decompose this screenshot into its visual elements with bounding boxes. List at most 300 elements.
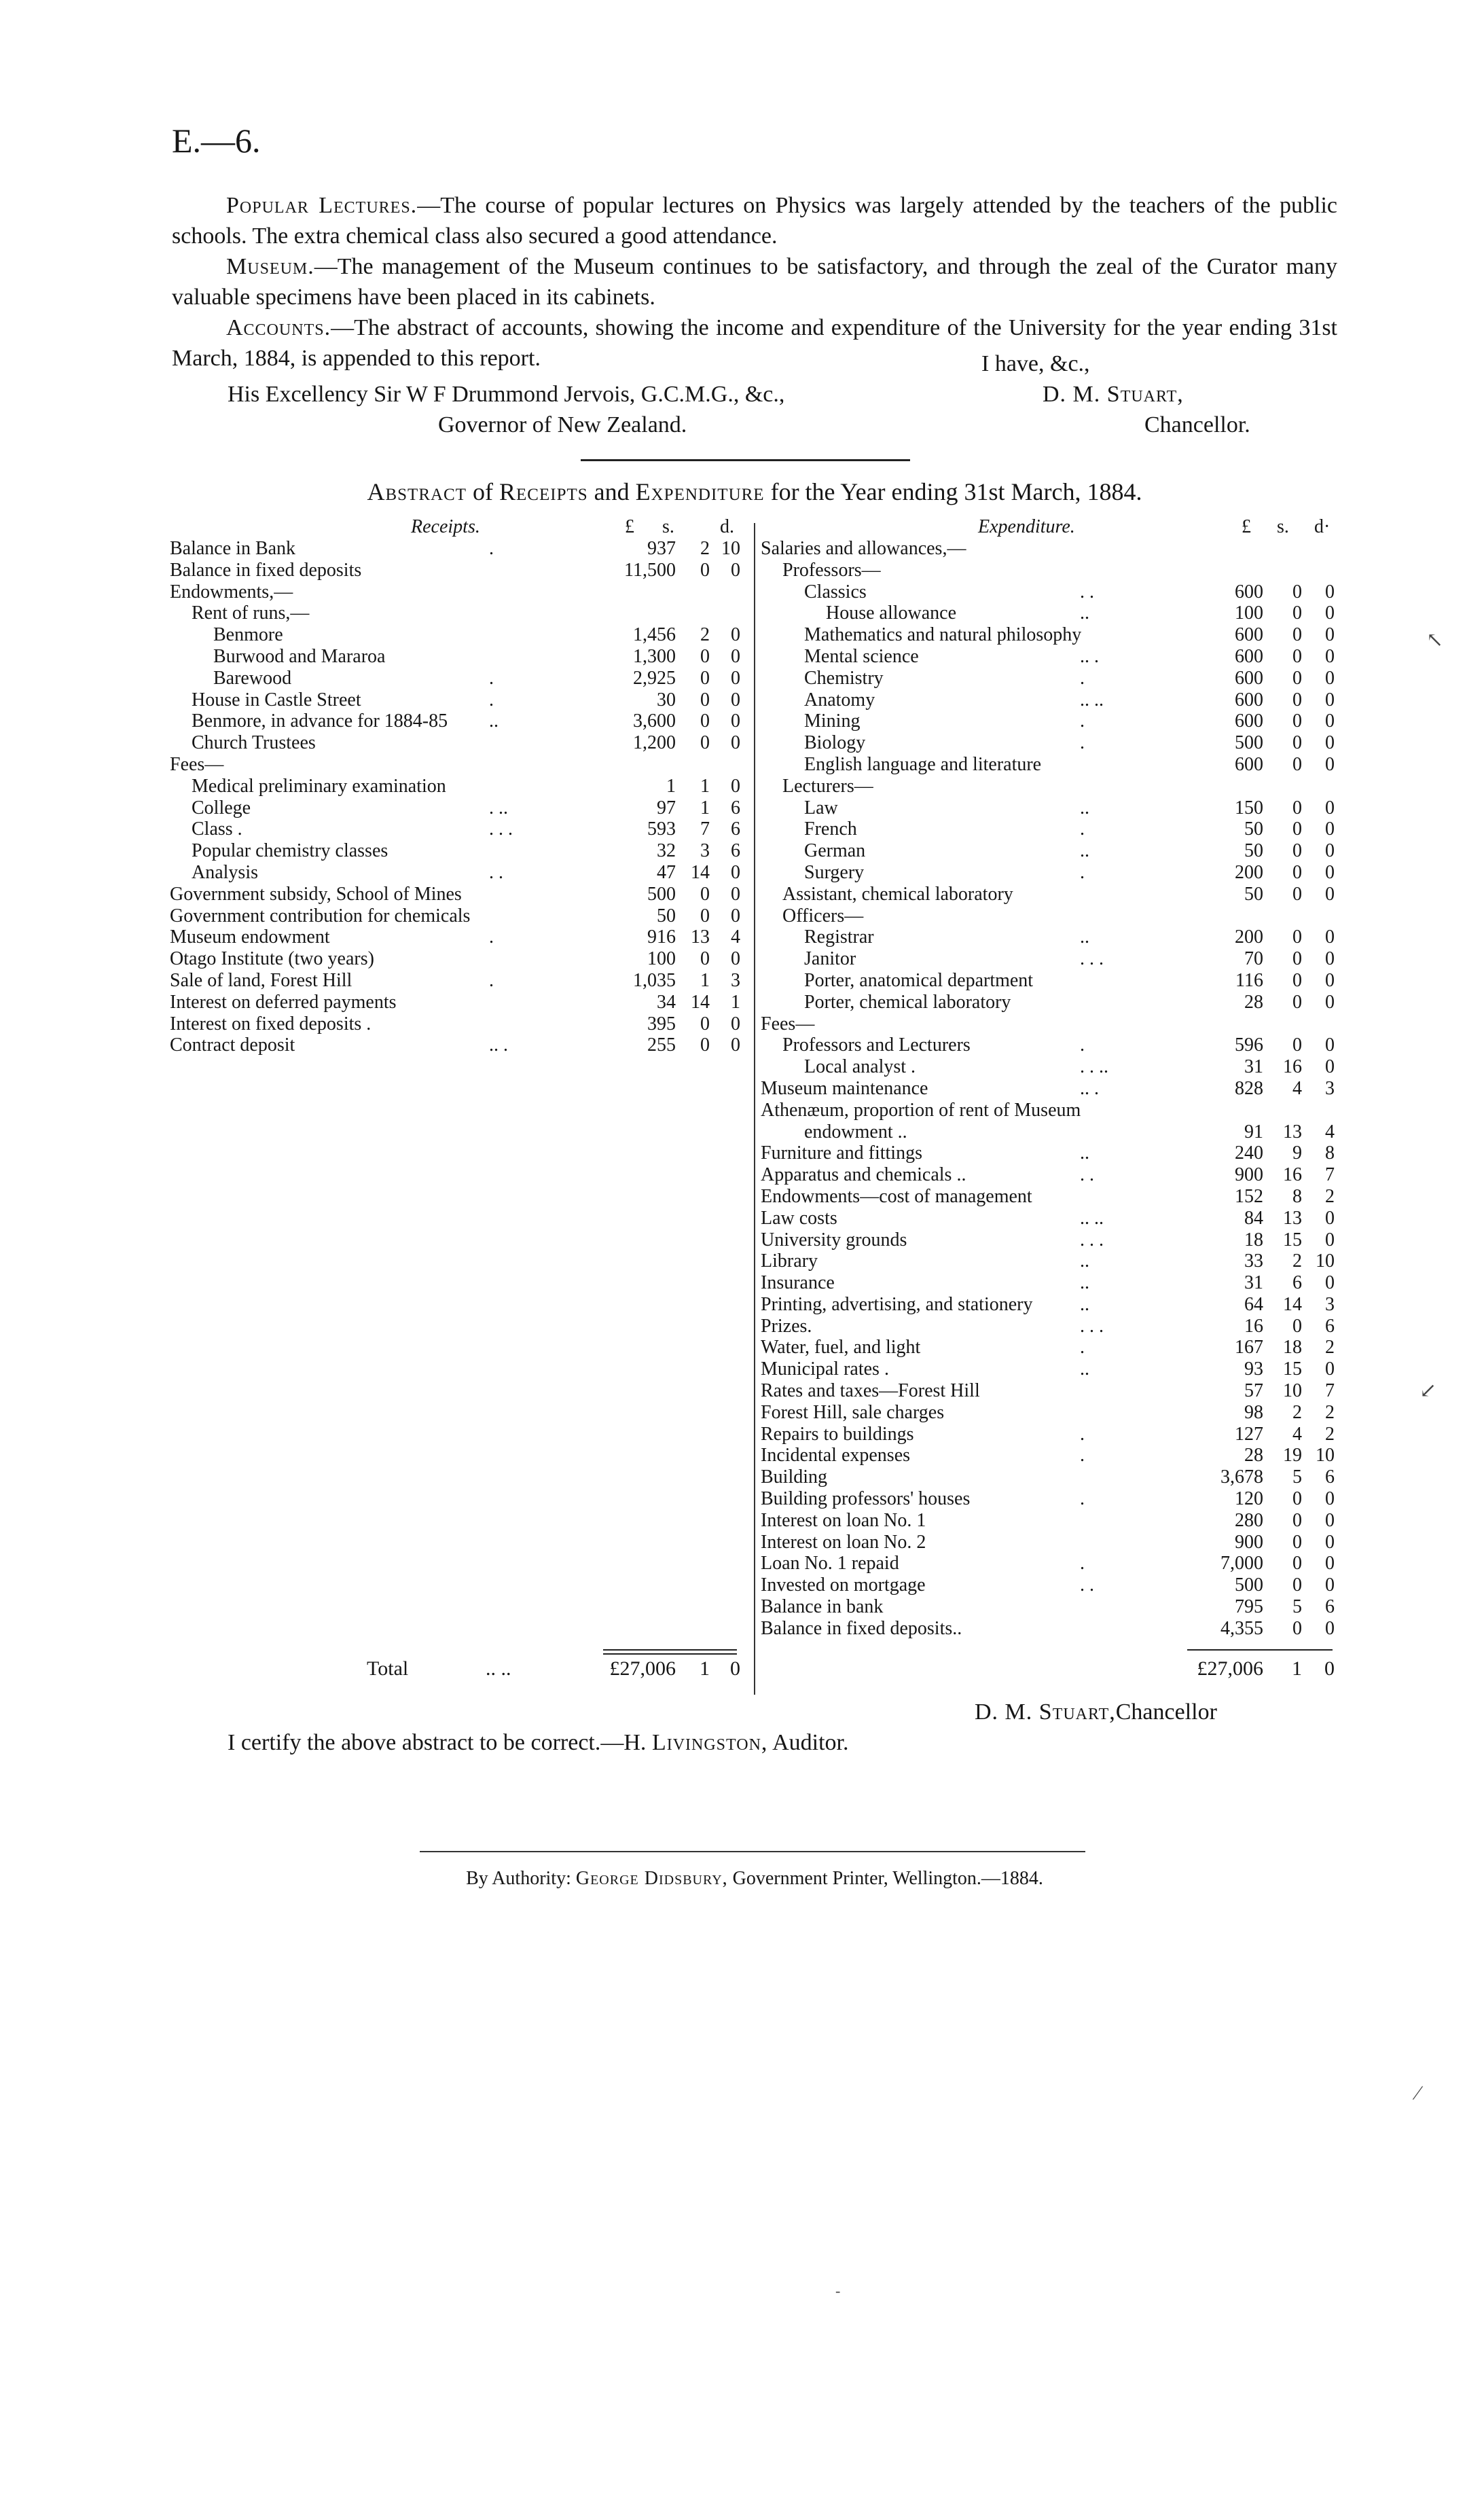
ledger-item-label: Rent of runs,— xyxy=(192,602,310,624)
ledger-pence: 0 xyxy=(1325,667,1335,689)
ledger-row xyxy=(170,732,740,754)
ledger-shillings: 8 xyxy=(1292,1185,1302,1207)
ledger-row xyxy=(170,538,740,560)
ledger-row xyxy=(761,1186,1335,1208)
ledger-pence: 0 xyxy=(731,905,740,926)
ledger-item-label: Museum endowment xyxy=(170,926,330,948)
ledger-pounds: 937 xyxy=(647,538,676,559)
ledger-shillings: 0 xyxy=(1292,602,1302,624)
ledger-item-label: Printing, advertising, and stationery xyxy=(761,1293,1033,1315)
ledger-pounds: 33 xyxy=(1244,1250,1263,1272)
ledger-pounds: 100 xyxy=(647,948,676,970)
ledger-pounds: 596 xyxy=(1235,1034,1263,1056)
ledger-row xyxy=(761,754,1335,776)
ledger-pence: 0 xyxy=(1325,948,1335,970)
ledger-row xyxy=(170,668,740,689)
ledger-pounds: 916 xyxy=(647,926,676,948)
leader-dots: .. xyxy=(1080,1358,1089,1380)
ledger-shillings: 0 xyxy=(1292,645,1302,667)
ledger-pounds: 795 xyxy=(1235,1596,1263,1618)
ledger-shillings: 0 xyxy=(1292,1617,1302,1639)
ledger-pence: 0 xyxy=(731,689,740,710)
ledger-item-label: English language and literature xyxy=(804,753,1042,775)
ledger-pounds: 1,456 xyxy=(633,624,676,646)
ledger-shillings: 0 xyxy=(1292,948,1302,970)
ledger-shillings: 5 xyxy=(1292,1596,1302,1618)
ledger-pence: 0 xyxy=(1325,840,1335,862)
ledger-shillings: 0 xyxy=(700,645,710,667)
ledger-pounds: 31 xyxy=(1244,1056,1263,1078)
ledger-shillings: 2 xyxy=(700,538,710,559)
ledger-item-label: Law costs xyxy=(761,1207,837,1229)
ledger-pounds: 57 xyxy=(1244,1380,1263,1402)
ledger-item-label: Building professors' houses xyxy=(761,1488,971,1510)
ledger-pence: 3 xyxy=(731,969,740,991)
ledger-pence: 1 xyxy=(731,991,740,1013)
ledger-shillings: 0 xyxy=(700,1013,710,1034)
section-divider xyxy=(581,459,910,461)
ledger-item-label: Local analyst . xyxy=(804,1056,916,1078)
ledger-item-label: Assistant, chemical laboratory xyxy=(782,883,1013,905)
ledger-row xyxy=(170,776,740,797)
scan-mark: ↖ xyxy=(1426,629,1444,651)
leader-dots: . xyxy=(1080,818,1085,840)
ledger-item-label: University grounds xyxy=(761,1229,907,1250)
ledger-pence: 0 xyxy=(731,1034,740,1056)
expenditure-total-shillings: 1 xyxy=(1292,1657,1302,1680)
ledger-shillings: 4 xyxy=(1292,1077,1302,1099)
ledger-row xyxy=(761,1034,1335,1056)
ledger-pence: 0 xyxy=(731,861,740,883)
ledger-row xyxy=(761,710,1335,732)
ledger-pounds: 50 xyxy=(657,905,676,926)
ledger-pence: 0 xyxy=(1325,753,1335,775)
ledger-item-label: Law xyxy=(804,797,838,818)
leader-dots: . xyxy=(1080,1337,1085,1358)
ledger-pence: 0 xyxy=(1325,1531,1335,1553)
ledger-pounds: 50 xyxy=(1244,818,1263,840)
ledger-item-label: Library xyxy=(761,1250,818,1272)
ledger-pence: 0 xyxy=(1325,1034,1335,1056)
ledger-item-label: Rates and taxes—Forest Hill xyxy=(761,1380,980,1402)
ledger-pence: 0 xyxy=(1325,732,1335,754)
expenditure-ledger xyxy=(761,538,1335,1640)
leader-dots: . xyxy=(1080,1034,1085,1056)
ledger-pounds: 600 xyxy=(1235,753,1263,775)
ledger-row xyxy=(761,1445,1335,1466)
page-identifier: E.—6. xyxy=(172,122,261,160)
ledger-pounds: 1,300 xyxy=(633,645,676,667)
ledger-row xyxy=(170,948,740,970)
abstract-title: Abstract of Receipts and Expenditure for the Year ending 31st March, 1884. xyxy=(367,478,1142,505)
ledger-row xyxy=(170,710,740,732)
ledger-row xyxy=(761,668,1335,689)
ledger-pence: 0 xyxy=(1325,581,1335,602)
ledger-row xyxy=(761,1100,1335,1121)
paragraph-heading: Accounts. xyxy=(226,315,331,340)
ledger-shillings: 2 xyxy=(700,624,710,646)
ledger-shillings: 3 xyxy=(700,840,710,862)
ledger-row xyxy=(170,862,740,884)
ledger-row xyxy=(761,948,1335,970)
ledger-shillings: 14 xyxy=(1283,1293,1302,1315)
receipts-total-rule-bottom xyxy=(603,1653,737,1655)
ledger-shillings: 2 xyxy=(1292,1401,1302,1423)
addressee: His Excellency Sir W F Drummond Jervois, G.C.M.G., &c., xyxy=(228,382,785,407)
ledger-row xyxy=(761,797,1335,819)
ledger-pence: 0 xyxy=(1325,991,1335,1013)
receipts-total-pence: 0 xyxy=(730,1657,740,1680)
ledger-pounds: 2,925 xyxy=(633,667,676,689)
ledger-row xyxy=(761,1466,1335,1488)
ledger-item-label: Analysis xyxy=(192,861,258,883)
expenditure-pence-heading: d· xyxy=(1314,516,1331,537)
ledger-row xyxy=(761,818,1335,840)
ledger-row xyxy=(761,992,1335,1013)
leader-dots: . xyxy=(1080,1423,1085,1445)
ledger-item-label: Benmore xyxy=(213,624,283,646)
ledger-pence: 0 xyxy=(731,775,740,797)
ledger-pence: 6 xyxy=(731,797,740,818)
ledger-shillings: 0 xyxy=(1292,667,1302,689)
ledger-shillings: 0 xyxy=(700,689,710,710)
ledger-row xyxy=(761,1294,1335,1316)
ledger-item-label: Sale of land, Forest Hill xyxy=(170,969,352,991)
ledger-item-label: Apparatus and chemicals .. xyxy=(761,1164,966,1186)
ledger-row xyxy=(170,970,740,992)
ledger-pence: 0 xyxy=(1325,797,1335,818)
ledger-item-label: Lecturers— xyxy=(782,775,873,797)
ledger-shillings: 0 xyxy=(1292,710,1302,732)
ledger-shillings: 0 xyxy=(1292,883,1302,905)
ledger-item-label: Incidental expenses xyxy=(761,1445,911,1466)
ledger-item-label: Burwood and Mararoa xyxy=(213,645,386,667)
ledger-item-label: Janitor xyxy=(804,948,856,970)
leader-dots: .. xyxy=(1080,797,1089,818)
leader-dots: . . . xyxy=(1080,1229,1104,1250)
ledger-item-label: Fees— xyxy=(170,753,224,775)
ledger-shillings: 0 xyxy=(1292,991,1302,1013)
ledger-pounds: 167 xyxy=(1235,1337,1263,1358)
ledger-row xyxy=(761,1164,1335,1186)
ledger-pence: 0 xyxy=(1325,1574,1335,1596)
ledger-item-label: Otago Institute (two years) xyxy=(170,948,374,970)
ledger-pounds: 127 xyxy=(1235,1423,1263,1445)
ledger-pounds: 255 xyxy=(647,1034,676,1056)
ledger-pounds: 47 xyxy=(657,861,676,883)
ledger-row xyxy=(761,1229,1335,1251)
ledger-shillings: 0 xyxy=(1292,1509,1302,1531)
ledger-pounds: 150 xyxy=(1235,797,1263,818)
ledger-shillings: 0 xyxy=(700,948,710,970)
leader-dots: . . . xyxy=(1080,948,1104,970)
ledger-pence: 8 xyxy=(1325,1142,1335,1164)
ledger-item-label: Interest on loan No. 2 xyxy=(761,1531,926,1553)
ledger-shillings: 0 xyxy=(700,883,710,905)
ledger-item-label: Building xyxy=(761,1466,828,1488)
ledger-item-label: Prizes. xyxy=(761,1315,812,1337)
ledger-item-label: Salaries and allowances,— xyxy=(761,538,966,559)
ledger-pounds: 600 xyxy=(1235,624,1263,646)
ledger-row xyxy=(761,776,1335,797)
signer-name: D. M. Stuart, xyxy=(1043,382,1184,407)
ledger-row xyxy=(761,1488,1335,1510)
receipts-total-shillings: 1 xyxy=(700,1657,710,1680)
leader-dots: . . xyxy=(1080,581,1094,602)
ledger-row xyxy=(761,970,1335,992)
ledger-pence: 0 xyxy=(1325,624,1335,646)
ledger-item-label: Endowments,— xyxy=(170,581,293,602)
leader-dots: . . xyxy=(1080,1164,1094,1186)
ledger-item-label: Furniture and fittings xyxy=(761,1142,922,1164)
ledger-item-label: Medical preliminary examination xyxy=(192,775,446,797)
ledger-pounds: 116 xyxy=(1235,969,1263,991)
ledger-pence: 6 xyxy=(1325,1596,1335,1618)
ledger-item-label: Barewood xyxy=(213,667,292,689)
receipts-total-pounds: £27,006 xyxy=(609,1657,676,1680)
expenditure-shilling-heading: s. xyxy=(1277,516,1289,537)
ledger-row xyxy=(761,1424,1335,1445)
leader-dots: . . . xyxy=(489,818,513,840)
column-divider xyxy=(754,523,755,1695)
ledger-item-label: Repairs to buildings xyxy=(761,1423,914,1445)
ledger-pence: 0 xyxy=(1325,645,1335,667)
leader-dots: . .. xyxy=(489,797,508,818)
ledger-row xyxy=(761,926,1335,948)
ledger-pence: 10 xyxy=(721,538,740,559)
ledger-pence: 0 xyxy=(731,710,740,732)
signer-title: Chancellor. xyxy=(1144,412,1250,437)
ledger-pence: 0 xyxy=(1325,926,1335,948)
ledger-item-label: Municipal rates . xyxy=(761,1358,889,1380)
ledger-row xyxy=(761,1142,1335,1164)
ledger-pence: 0 xyxy=(1325,1488,1335,1510)
ledger-row xyxy=(761,1574,1335,1596)
ledger-shillings: 13 xyxy=(1283,1121,1302,1142)
ledger-shillings: 0 xyxy=(1292,581,1302,602)
ledger-pence: 0 xyxy=(1325,861,1335,883)
ledger-row xyxy=(170,1034,740,1056)
paragraph-text: —The management of the Museum continues to be satisfactory, and through the zeal of the Curator many valuable specimens have been placed in its cabinets. xyxy=(172,254,1337,310)
ledger-shillings: 1 xyxy=(700,797,710,818)
ledger-row xyxy=(170,581,740,603)
ledger-row xyxy=(761,1337,1335,1358)
ledger-row xyxy=(761,1402,1335,1424)
total-label: Total xyxy=(367,1657,409,1680)
ledger-pence: 4 xyxy=(1325,1121,1335,1142)
ledger-row xyxy=(761,1272,1335,1294)
scan-mark: - xyxy=(835,2282,841,2299)
ledger-pence: 2 xyxy=(1325,1401,1335,1423)
ledger-shillings: 18 xyxy=(1283,1337,1302,1358)
ledger-shillings: 0 xyxy=(700,667,710,689)
ledger-item-label: Museum maintenance xyxy=(761,1077,928,1099)
ledger-item-label: Invested on mortgage xyxy=(761,1574,926,1596)
receipts-pence-heading: d. xyxy=(720,516,734,537)
paragraph-museum xyxy=(172,251,1337,312)
ledger-shillings: 10 xyxy=(1283,1380,1302,1402)
ledger-row xyxy=(761,840,1335,862)
ledger-shillings: 2 xyxy=(1292,1250,1302,1272)
ledger-pounds: 600 xyxy=(1235,710,1263,732)
leader-dots: . . xyxy=(1080,1574,1094,1596)
leader-dots: .. . xyxy=(1080,645,1099,667)
leader-dots: . xyxy=(489,969,494,991)
ledger-pence: 7 xyxy=(1325,1164,1335,1186)
ledger-item-label: Chemistry xyxy=(804,667,884,689)
ledger-item-label: Balance in fixed deposits xyxy=(170,559,362,581)
ledger-pence: 6 xyxy=(731,840,740,862)
ledger-pence: 0 xyxy=(1325,1617,1335,1639)
ledger-item-label: Mathematics and natural philosophy xyxy=(804,624,1082,646)
ledger-pounds: 3,678 xyxy=(1220,1466,1263,1488)
ledger-shillings: 1 xyxy=(700,969,710,991)
expenditure-total-pounds: £27,006 xyxy=(1197,1657,1263,1680)
ledger-item-label: Water, fuel, and light xyxy=(761,1337,921,1358)
closing-line: I have, &c., xyxy=(981,351,1090,376)
ledger-shillings: 0 xyxy=(1292,1315,1302,1337)
ledger-item-label: Mining xyxy=(804,710,861,732)
ledger-row xyxy=(761,1056,1335,1078)
ledger-row xyxy=(170,560,740,581)
ledger-item-label: Interest on loan No. 1 xyxy=(761,1509,926,1531)
paragraph-text: —The abstract of accounts, showing the income and expenditure of the University for the year ending 31st March, 1884, is appended to this report. xyxy=(172,315,1337,371)
ledger-pounds: 395 xyxy=(647,1013,676,1034)
ledger-pence: 4 xyxy=(731,926,740,948)
ledger-shillings: 0 xyxy=(1292,926,1302,948)
ledger-shillings: 19 xyxy=(1283,1445,1302,1466)
ledger-row xyxy=(761,538,1335,560)
ledger-item-label: Officers— xyxy=(782,905,864,926)
ledger-item-label: Porter, chemical laboratory xyxy=(804,991,1011,1013)
ledger-item-label: Popular chemistry classes xyxy=(192,840,388,862)
leader-dots: . xyxy=(1080,710,1085,732)
ledger-row xyxy=(170,926,740,948)
receipts-shilling-heading: s. xyxy=(662,516,674,537)
ledger-row xyxy=(761,1532,1335,1553)
leader-dots: . xyxy=(489,538,494,559)
ledger-pounds: 600 xyxy=(1235,689,1263,710)
ledger-shillings: 1 xyxy=(700,775,710,797)
ledger-row xyxy=(761,1553,1335,1574)
ledger-shillings: 0 xyxy=(1292,753,1302,775)
ledger-shillings: 0 xyxy=(1292,840,1302,862)
leader-dots: . xyxy=(489,926,494,948)
leader-dots: . xyxy=(1080,667,1085,689)
ledger-row xyxy=(761,1596,1335,1618)
expenditure-total-rule xyxy=(1187,1649,1333,1651)
ledger-shillings: 9 xyxy=(1292,1142,1302,1164)
ledger-row xyxy=(761,1618,1335,1640)
expenditure-heading: Expenditure. xyxy=(978,516,1075,537)
ledger-pence: 10 xyxy=(1316,1445,1335,1466)
paragraph-heading: Museum. xyxy=(226,254,314,279)
ledger-shillings: 15 xyxy=(1283,1358,1302,1380)
ledger-pounds: 120 xyxy=(1235,1488,1263,1510)
leader-dots: .. xyxy=(1080,1293,1089,1315)
ledger-shillings: 0 xyxy=(1292,1531,1302,1553)
total-dots: .. .. xyxy=(486,1657,511,1680)
ledger-pounds: 900 xyxy=(1235,1531,1263,1553)
ledger-item-label: Classics xyxy=(804,581,867,602)
ledger-shillings: 0 xyxy=(1292,797,1302,818)
ledger-pounds: 84 xyxy=(1244,1207,1263,1229)
ledger-row xyxy=(761,1208,1335,1229)
ledger-pounds: 200 xyxy=(1235,926,1263,948)
leader-dots: . xyxy=(489,689,494,710)
ledger-pence: 0 xyxy=(1325,1056,1335,1078)
ledger-shillings: 0 xyxy=(1292,1574,1302,1596)
ledger-pence: 0 xyxy=(1325,969,1335,991)
ledger-pounds: 50 xyxy=(1244,883,1263,905)
ledger-pence: 2 xyxy=(1325,1337,1335,1358)
ledger-shillings: 0 xyxy=(700,710,710,732)
ledger-pounds: 30 xyxy=(657,689,676,710)
ledger-pence: 0 xyxy=(1325,818,1335,840)
ledger-item-label: Biology xyxy=(804,732,866,754)
ledger-item-label: Loan No. 1 repaid xyxy=(761,1553,899,1574)
ledger-item-label: Balance in Bank xyxy=(170,538,296,559)
ledger-pence: 0 xyxy=(1325,689,1335,710)
ledger-item-label: Insurance xyxy=(761,1272,835,1294)
leader-dots: .. xyxy=(1080,1272,1089,1294)
ledger-pounds: 600 xyxy=(1235,645,1263,667)
ledger-row xyxy=(170,602,740,624)
leader-dots: . xyxy=(1080,1488,1085,1510)
ledger-pence: 0 xyxy=(1325,602,1335,624)
ledger-shillings: 0 xyxy=(700,905,710,926)
chancellor-signature: D. M. Stuart,Chancellor xyxy=(975,1699,1217,1725)
ledger-pounds: 600 xyxy=(1235,581,1263,602)
ledger-item-label: Professors— xyxy=(782,559,881,581)
ledger-pounds: 100 xyxy=(1235,602,1263,624)
ledger-item-label: Government subsidy, School of Mines xyxy=(170,883,462,905)
ledger-pounds: 1,035 xyxy=(633,969,676,991)
ledger-item-label: Balance in bank xyxy=(761,1596,884,1618)
ledger-pounds: 34 xyxy=(657,991,676,1013)
ledger-row xyxy=(761,560,1335,581)
ledger-shillings: 16 xyxy=(1283,1164,1302,1186)
ledger-shillings: 0 xyxy=(1292,818,1302,840)
ledger-pence: 6 xyxy=(1325,1466,1335,1488)
ledger-row xyxy=(170,884,740,905)
ledger-pounds: 50 xyxy=(1244,840,1263,862)
auditor-certification: I certify the above abstract to be correct.—H. Livingston, Auditor. xyxy=(228,1730,849,1755)
ledger-item-label: Contract deposit xyxy=(170,1034,295,1056)
ledger-shillings: 15 xyxy=(1283,1229,1302,1250)
ledger-item-label: Fees— xyxy=(761,1013,815,1034)
ledger-pence: 10 xyxy=(1316,1250,1335,1272)
leader-dots: . xyxy=(1080,1553,1085,1574)
ledger-row xyxy=(761,689,1335,711)
ledger-pounds: 828 xyxy=(1235,1077,1263,1099)
ledger-shillings: 0 xyxy=(1292,969,1302,991)
ledger-item-label: endowment .. xyxy=(804,1121,907,1142)
ledger-item-label: Interest on fixed deposits . xyxy=(170,1013,372,1034)
report-body xyxy=(172,190,1337,374)
scan-mark: ↙ xyxy=(1419,1380,1437,1402)
ledger-item-label: Government contribution for chemicals xyxy=(170,905,471,926)
ledger-pounds: 500 xyxy=(647,883,676,905)
receipts-total-rule-top xyxy=(603,1649,737,1651)
ledger-row xyxy=(761,624,1335,646)
ledger-item-label: Athenæum, proportion of rent of Museum xyxy=(761,1099,1081,1121)
ledger-pence: 0 xyxy=(731,732,740,754)
ledger-item-label: House allowance xyxy=(826,602,957,624)
ledger-item-label: College xyxy=(192,797,251,818)
expenditure-pound-heading: £ xyxy=(1242,516,1251,537)
ledger-row xyxy=(761,1358,1335,1380)
